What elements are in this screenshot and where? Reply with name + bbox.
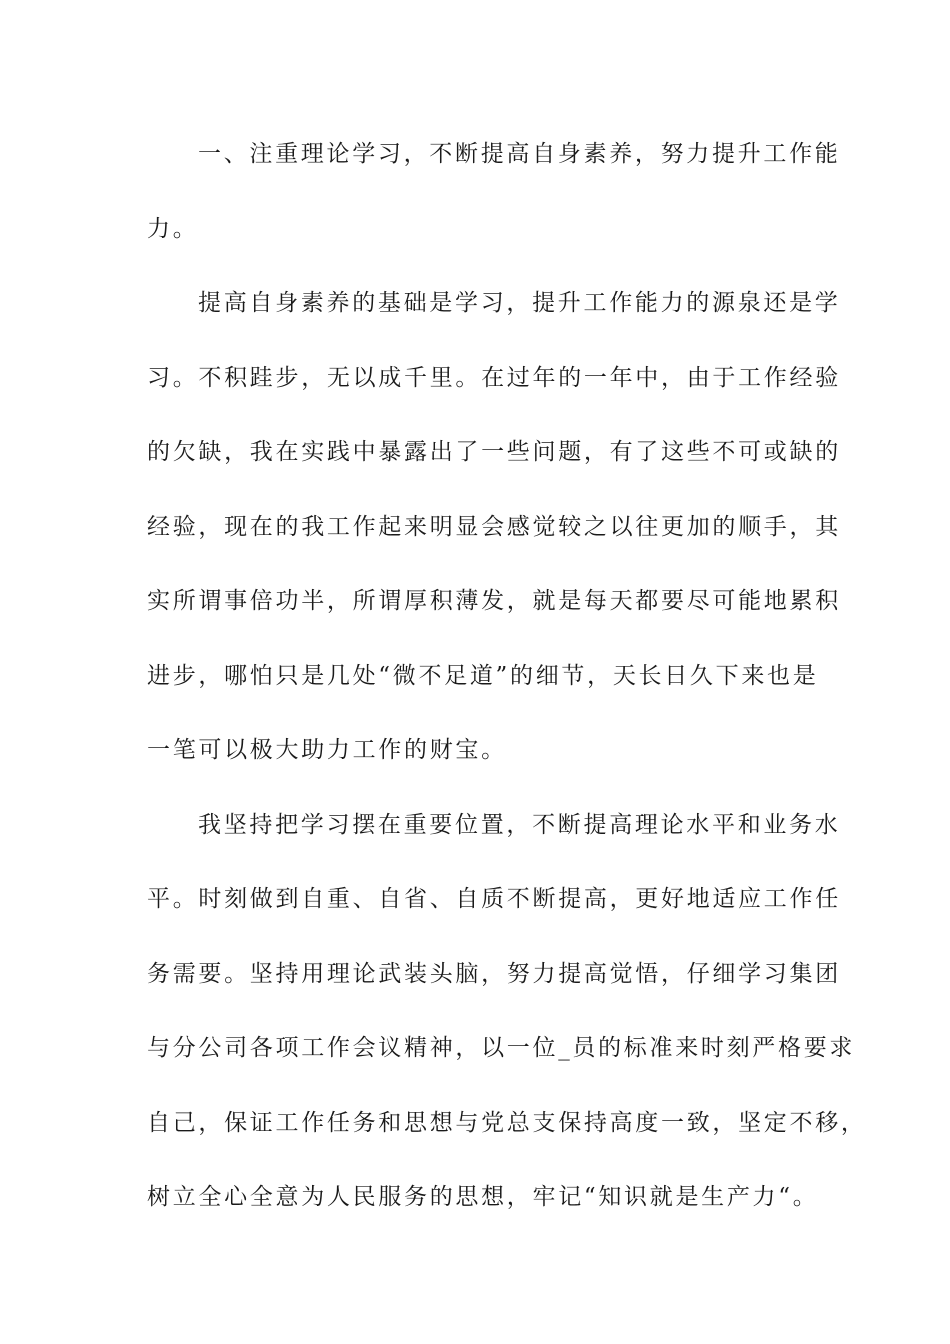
text-line: 习。不积跬步，无以成千里。在过年的一年中，由于工作经验 — [147, 364, 841, 391]
text-line: 务需要。坚持用理论武装头脑，努力提高觉悟，仔细学习集团 — [147, 960, 841, 987]
text-line: 平。时刻做到自重、自省、自质不断提高，更好地适应工作任 — [147, 886, 841, 912]
text-line: 自己，保证工作任务和思想与党总支保持高度一致，坚定不移， — [147, 1109, 867, 1136]
text-line: 一、注重理论学习，不断提高自身素养，努力提升工作能 — [198, 141, 841, 167]
text-line: 的欠缺，我在实践中暴露出了一些问题，有了这些不可或缺的 — [147, 439, 841, 465]
text-line: 力。 — [147, 215, 199, 242]
paragraph-heading-1 — [147, 117, 841, 266]
document-body — [147, 117, 867, 1235]
text-line: 实所谓事倍功半，所谓厚积薄发，就是每天都要尽可能地累积 — [147, 588, 841, 614]
text-line: 提高自身素养的基础是学习，提升工作能力的源泉还是学 — [198, 290, 841, 316]
text-line: 树立全心全意为人民服务的思想，牢记“知识就是生产力“。 — [147, 1184, 819, 1210]
text-line: 我坚持把学习摆在重要位置，不断提高理论水平和业务水 — [198, 811, 841, 838]
paragraph-study-priority — [147, 788, 867, 1235]
text-line: 一笔可以极大助力工作的财宝。 — [147, 737, 507, 763]
text-line: 与分公司各项工作会议精神，以一位_员的标准来时刻严格要求 — [147, 1035, 856, 1061]
text-line: 经验，现在的我工作起来明显会感觉较之以往更加的顺手，其 — [147, 513, 841, 540]
paragraph-study-foundation — [147, 266, 841, 788]
text-line: 进步，哪怕只是几处“微不足道”的细节，天长日久下来也是 — [147, 662, 819, 689]
